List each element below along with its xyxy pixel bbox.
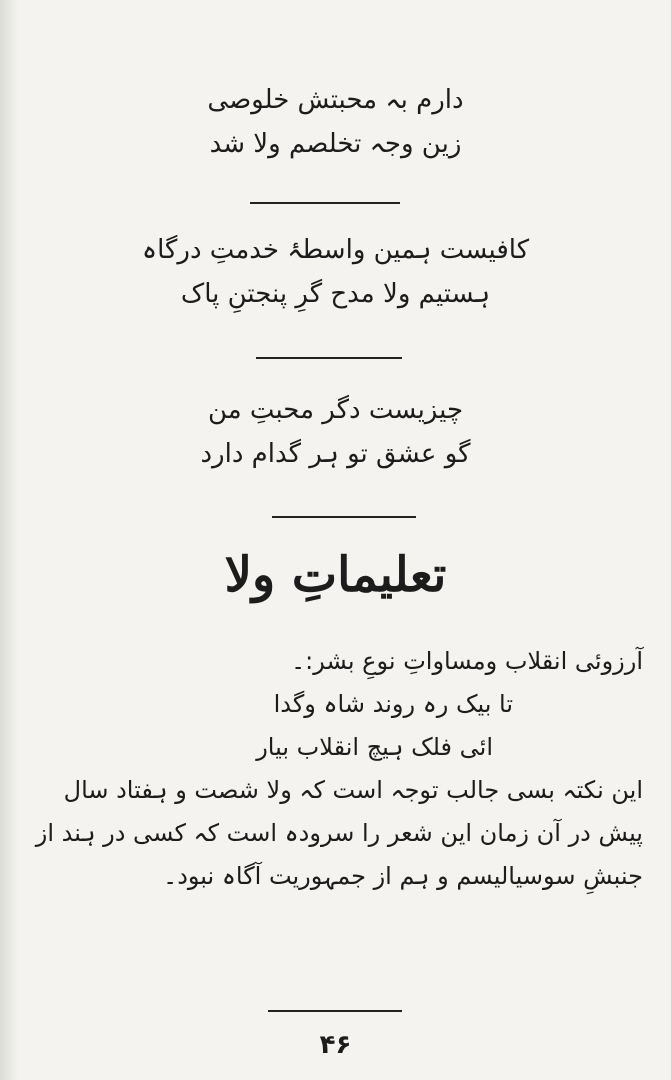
prose-line-5: پیش در آن زمان این شعر را سرودہ است کہ کسی در ہند از [35, 819, 643, 847]
divider-3 [272, 516, 416, 518]
prose-line-4: این نکتہ بسی جالب توجہ است کہ ولا شصت و ہفتاد سال [63, 776, 643, 804]
divider-2 [256, 357, 402, 359]
stanza-3-line-2: گو عشق تو ہر گدام دارد [200, 439, 471, 469]
divider-4 [268, 1010, 402, 1012]
stanza-2-line-2: ہستیم ولا مدح گرِ پنجتنِ پاک [180, 279, 491, 309]
prose-block [23, 640, 643, 898]
stanza-2-line-1: کافیست ہمین واسطۂ خدمتِ درگاہ [141, 235, 530, 265]
stanza-3 [0, 388, 671, 476]
stanza-1 [0, 78, 671, 166]
stanza-3-line-1: چیزیست دگر محبتِ من [207, 395, 464, 425]
stanza-2 [0, 228, 671, 316]
prose-line-1: آرزوئی انقلاب ومساواتِ نوعِ بشر:۔ [291, 647, 643, 675]
section-heading: تعلیماتِ ولا [224, 547, 447, 603]
divider-1 [250, 202, 400, 204]
stanza-1-line-1: دارم بہ محبتش خلوصی [207, 85, 464, 115]
stanza-1-line-2: زین وجہ تخلصم ولا شد [209, 129, 462, 159]
prose-line-3: ائی فلک ہیچ انقلاب بیار [256, 733, 493, 761]
prose-line-6: جنبشِ سوسیالیسم و ہم از جمہوریت آگاہ نبود۔ [163, 862, 643, 890]
prose-line-2: تا بیک رہ روند شاہ وگدا [273, 690, 513, 718]
page-number: ۴۶ [319, 1030, 352, 1060]
